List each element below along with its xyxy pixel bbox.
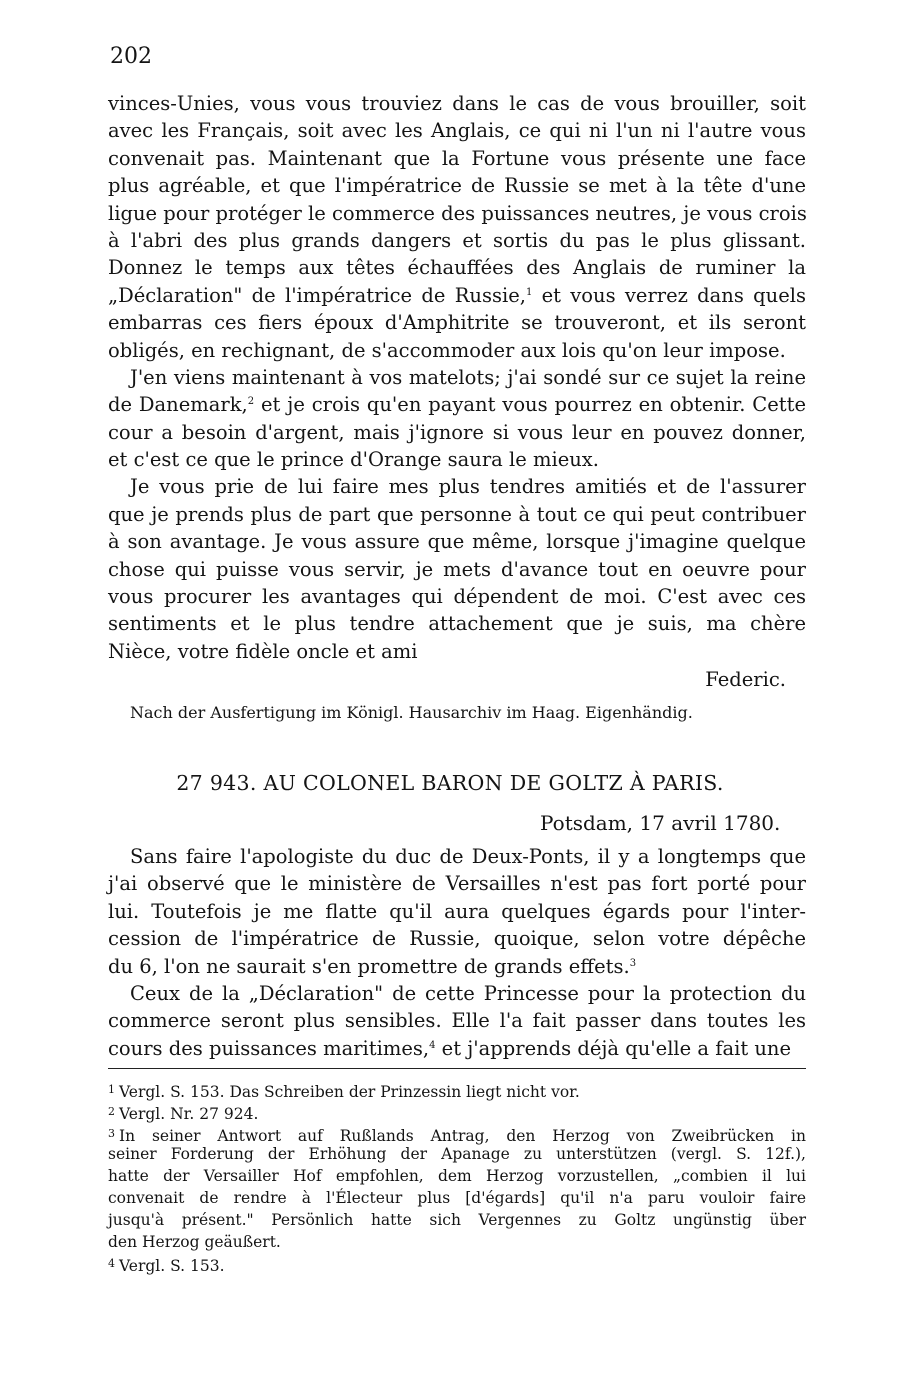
footnote-ref: 3 xyxy=(629,957,637,969)
paragraph xyxy=(108,843,806,980)
text-line: Nièce, votre fidèle oncle et ami xyxy=(108,639,418,663)
text-line: à l'abri des plus grands dangers et sortis du pas le plus glissant. xyxy=(108,228,806,252)
signature xyxy=(108,666,806,693)
footnote-line: hatte der Versailler Hof empfohlen, dem Herzog vorzustellen, „combien il lui xyxy=(108,1167,806,1186)
text-line: cour a besoin d'argent, mais j'ignore si vous leur en pouvez donner, xyxy=(108,420,806,444)
text-line: vous procurer les avantages qui dépendent de moi. C'est avec ces xyxy=(108,585,806,609)
footnote-line: $^2$ Vergl. Nr. 27 924. xyxy=(108,1104,259,1123)
text-line: Je vous prie de lui faire mes plus tendres amitiés et de l'assurer xyxy=(130,475,806,499)
text-line: obligés, en rechignant, de s'accommoder aux lois qu'on leur impose. xyxy=(108,338,786,362)
text-line: et c'est ce que le prince d'Orange saura le mieux. xyxy=(108,448,600,472)
text-line: plus agréable, et que l'impératrice de Russie se met à la tête d'une xyxy=(108,174,806,198)
footnote-number: 2 xyxy=(108,1104,115,1118)
paragraph xyxy=(108,473,806,665)
paragraph xyxy=(108,980,806,1062)
text-line: Sans faire l'apologiste du duc de Deux-Ponts, il y a longtemps que xyxy=(130,845,806,868)
footnote-line: jusqu'à présent." Persönlich hatte sich Vergennes zu Goltz ungünstig über xyxy=(108,1210,806,1229)
footnote-line: $^3$ In seiner Antwort auf Rußlands Antrag, den Herzog von Zweibrücken in xyxy=(108,1126,806,1145)
paragraph xyxy=(108,90,806,364)
footnote xyxy=(108,1079,806,1101)
footnote-ref: 1 xyxy=(525,286,533,298)
footnote-number: 1 xyxy=(108,1083,115,1096)
footnote-ref: 2 xyxy=(247,396,255,408)
text-line: „Déclaration" de l'impératrice de Russie,$^1$ et vous verrez dans quels xyxy=(108,283,806,307)
text-line: cours des puissances maritimes,$^4$ et j'apprends déjà qu'elle a fait une xyxy=(108,1036,792,1060)
signature-text: Federic. xyxy=(705,668,786,691)
text-line: lui. Toutefois je me flatte qu'il aura quelques égards pour l'inter- xyxy=(108,899,806,923)
footnote-number: 3 xyxy=(108,1126,115,1140)
text-line: chose qui puisse vous servir, je mets d'avance tout en oeuvre pour xyxy=(108,557,806,581)
footnote xyxy=(108,1253,806,1275)
footnote-line: convenait de rendre à l'Électeur plus [d'égards] qu'il n'a paru vouloir faire xyxy=(108,1188,806,1207)
text-line: vinces-Unies, vous vous trouviez dans le cas de vous brouiller, soit xyxy=(108,92,806,115)
footnote-line: seiner Forderung der Erhöhung der Apanage zu unterstützen (vergl. S. 12f.), xyxy=(108,1145,806,1164)
text-line: Donnez le temps aux têtes échauffées des Anglais de ruminer la xyxy=(108,256,806,280)
text-line: que je prends plus de part que personne à tout ce qui peut contribuer xyxy=(108,502,806,526)
body-text-top xyxy=(108,90,806,665)
text-line: J'en viens maintenant à vos matelots; j'ai sondé sur ce sujet la reine xyxy=(130,365,806,389)
text-line: sentiments et le plus tendre attachement que je suis, ma chère xyxy=(108,612,806,636)
text-line: Ceux de la „Déclaration" de cette Princesse pour la protection du xyxy=(130,981,806,1005)
letter-heading: 27 943. AU COLONEL BARON DE GOLTZ À PARIS. xyxy=(176,771,724,795)
text-line: à son avantage. Je vous assure que même, lorsque j'imagine quelque xyxy=(108,530,806,554)
footnote-ref: 4 xyxy=(429,1039,436,1051)
text-line: cession de l'impératrice de Russie, quoique, selon votre dépêche xyxy=(108,927,806,951)
text-line: du 6, l'on ne saurait s'en promettre de grands effets.$^3$ xyxy=(108,954,637,978)
footnote xyxy=(108,1101,806,1123)
paragraph xyxy=(108,364,806,474)
text-line: commerce seront plus sensibles. Elle l'a fait passer dans toutes les xyxy=(108,1009,806,1033)
text-line: embarras ces fiers époux d'Amphitrite se trouveront, et ils seront xyxy=(108,311,806,335)
footnotes xyxy=(108,1079,806,1275)
footnote-line: den Herzog geäußert. xyxy=(108,1232,281,1251)
body-text-bottom xyxy=(108,843,806,1062)
date-line: Potsdam, 17 avril 1780. xyxy=(540,811,781,835)
text-line: de Danemark,$^2$ et je crois qu'en payant vous pourrez en obtenir. Cette xyxy=(108,393,806,417)
source-note: Nach der Ausfertigung im Königl. Hausarchiv im Haag. Eigenhändig. xyxy=(130,703,693,722)
footnote-number: 4 xyxy=(108,1257,115,1271)
footnote-separator xyxy=(108,1068,806,1069)
text-line: avec les Français, soit avec les Anglais, ce qui ni l'un ni l'autre vous xyxy=(108,119,806,143)
footnote-line: $^1$ Vergl. S. 153. Das Schreiben der Prinzessin liegt nicht vor. xyxy=(108,1083,580,1101)
text-line: ligue pour protéger le commerce des puissances neutres, je vous crois xyxy=(108,201,807,225)
page-number: 202 xyxy=(110,44,152,69)
text-line: j'ai observé que le ministère de Versailles n'est pas fort porté pour xyxy=(108,872,806,896)
footnote-line: $^4$ Vergl. S. 153. xyxy=(108,1257,225,1276)
text-line: convenait pas. Maintenant que la Fortune vous présente une face xyxy=(108,146,806,170)
footnote xyxy=(108,1123,806,1254)
